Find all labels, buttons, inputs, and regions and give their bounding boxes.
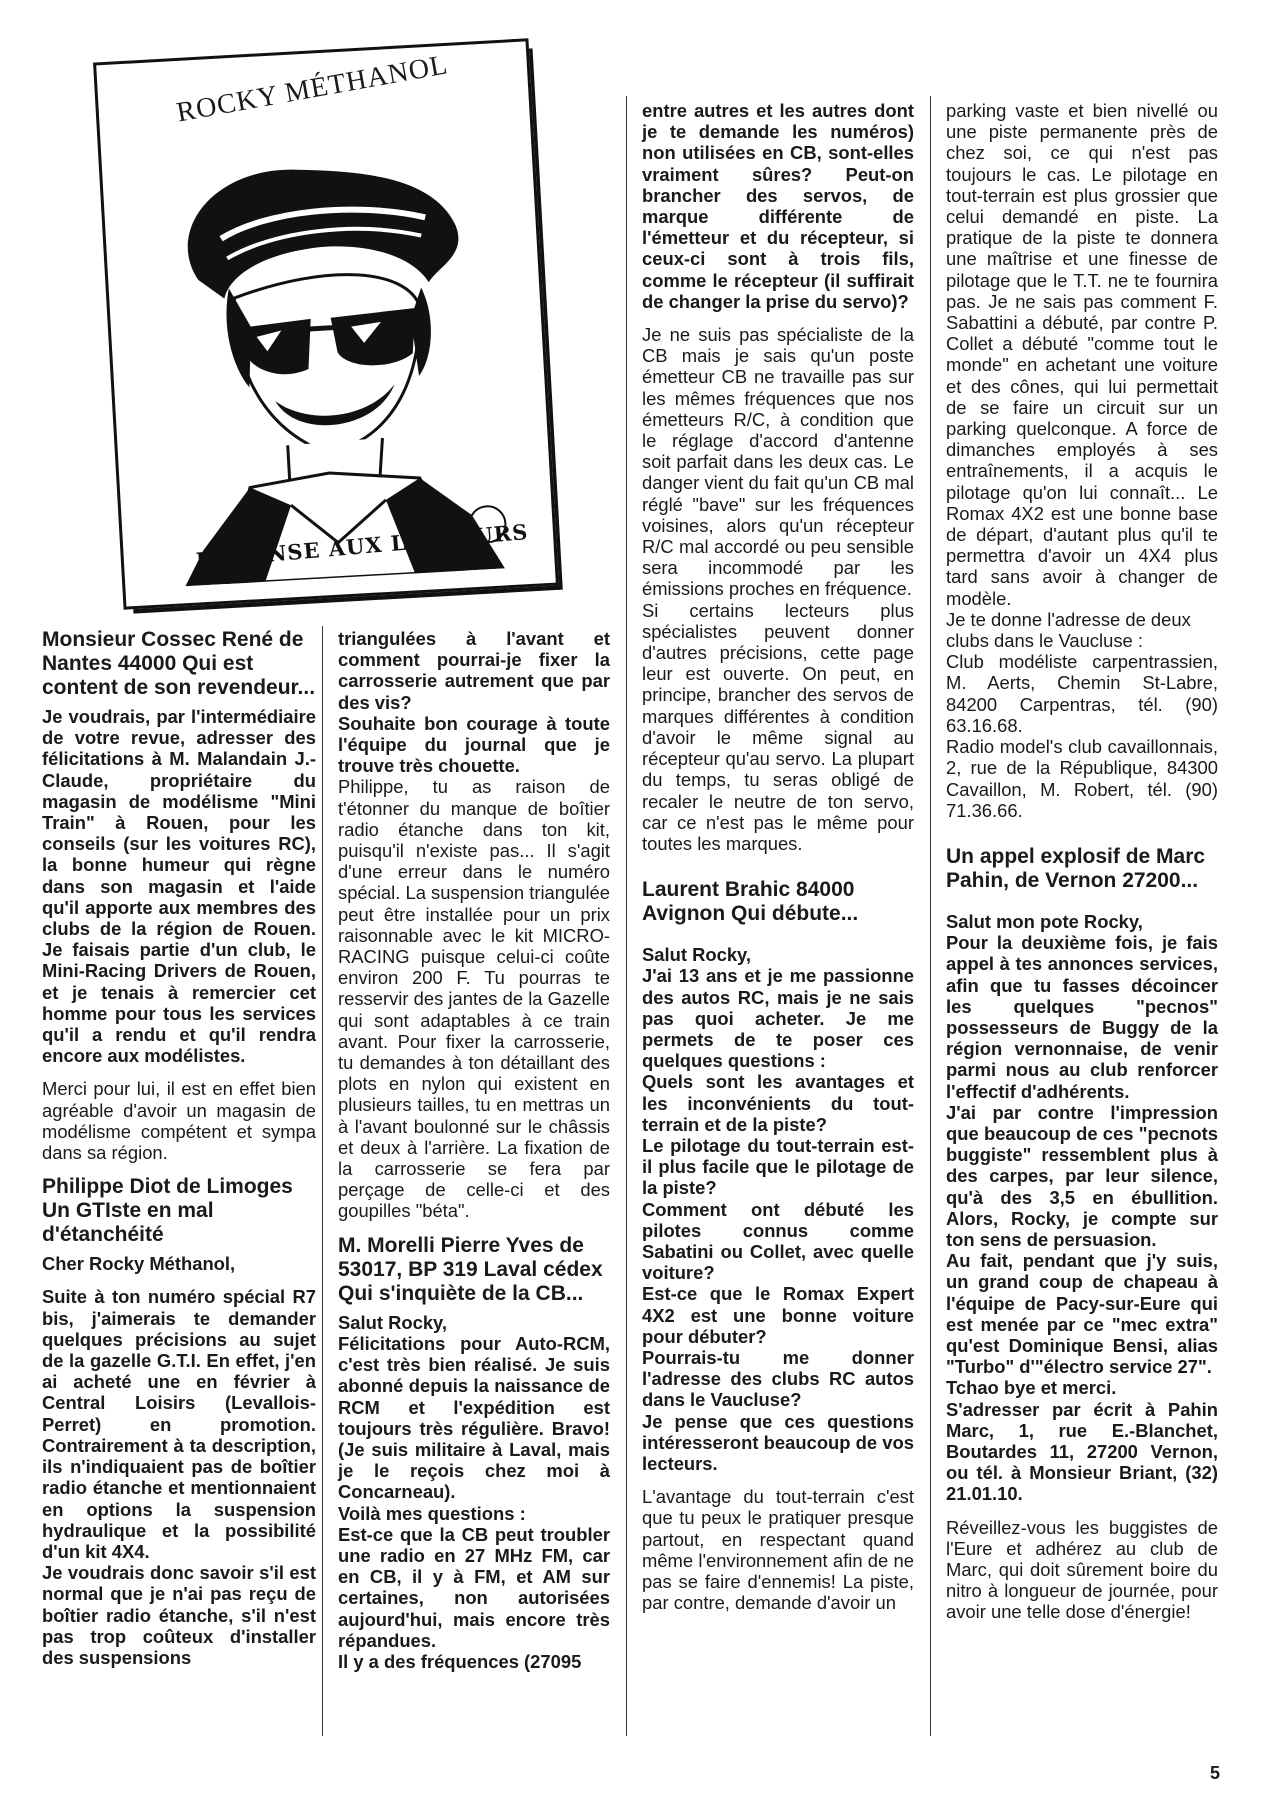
letter-text: Pour la deuxième fois, je fais appel à tes annonces services, afin que tu fasses décoincer les quelques "pecnos" possesseurs de Buggy de la région vernonnaise, de venir parmi nous au club renforcer l'effectif d'adhérents. (946, 932, 1218, 1102)
letter-text: Souhaite bon courage à toute l'équipe du journal que je trouve très chouette. (338, 712, 610, 777)
letter-text: S'adresser par écrit à Pahin Marc, 1, rue E.-Blanchet, Boutardes 11, 27200 Vernon, ou tél. à Monsieur Briant, (32) 21.01.10. (946, 1398, 1218, 1505)
club-address: Club modéliste carpentrassien, M. Aerts, Chemin St-Labre, 84200 Carpentras, tél. (90) 63.16.68. (946, 651, 1218, 736)
column-1 (42, 628, 316, 1668)
column-divider (626, 96, 627, 1736)
reply-text: Merci pour lui, il est en effet bien agréable d'avoir un magasin de modélisme compétent et sympa dans sa région. (42, 1078, 316, 1164)
illustration-title: ROCKY MÉTHANOL (174, 49, 451, 129)
letter-text: J'ai par contre l'impression que beaucoup de ces "pecnots buggiste" ressemblent plus à des carpes, par leur silence, qu'à des 3,5 en ébullition. Alors, Rocky, je compte sur ton sens de persuasion. (946, 1101, 1218, 1250)
column-divider (322, 626, 323, 1736)
letter-heading: Monsieur Cossec René de Nantes 44000 Qui est content de son revendeur... (42, 628, 316, 699)
letter-text: Je voudrais donc savoir s'il est normal que je n'ai pas reçu de boîtier radio étanche, s'il n'est pas trop coûteux d'installer des suspensions (42, 1562, 316, 1668)
letter-text: J'ai 13 ans et je me passionne des autos RC, mais je ne sais pas quoi acheter. Je me permets de te poser ces quelques questions : (642, 965, 914, 1072)
letter-text: Tchao bye et merci. (946, 1377, 1117, 1399)
letter-text: Le pilotage du tout-terrain est-il plus facile que le pilotage de la piste? (642, 1134, 914, 1199)
letter-heading: M. Morelli Pierre Yves de 53017, BP 319 Laval cédex Qui s'inquiète de la CB... (338, 1233, 603, 1305)
letter-text: Il y a des fréquences (27095 (338, 1650, 582, 1672)
reply-text: Si certains lecteurs plus spécialistes peuvent donner d'autres précisions, cette page leur est ouverte. On peut, en principe, brancher des servos de marques différentes à condition d'avoir le même signal au récepteur qu'au servo. La plupart du temps, tu seras obligé de recaler le neutre de ton servo, car ce n'est pas le même pour toutes les marques. (642, 599, 914, 854)
letter-greeting: Cher Rocky Méthanol, (42, 1253, 236, 1275)
letter-text: triangulées à l'avant et comment pourrai-je fixer la carrosserie autrement que par des vis? (338, 628, 610, 713)
letter-text: Je voudrais, par l'intermédiaire de votre revue, adresser des félicitations à M. Malandain J.-Claude, propriétaire du magasin de modélisme "Mini Train" à Rouen, pour les conseils (sur les voitures RC), la bonne humeur qui règne dans son magasin et l'aide qu'il apporte aux membres des clubs de la région de Rouen. Je faisais partie d'un club, le Mini-Racing Drivers de Rouen, et je tenais à remercier cet homme pour tous les services qu'il a rendu et qu'il rendra encore aux modélistes. (42, 706, 316, 1067)
column-divider (930, 96, 931, 1736)
letter-greeting: Salut Rocky, (642, 944, 752, 966)
reply-text: Philippe, tu as raison de t'étonner du manque de boîtier radio étanche dans ton kit, puisqu'il n'existe pas... Il s'agit d'une erreur dans le numéro spécial. La suspension triangulée peut être installée pour un prix raisonnable avec le kit MICRO-RACING puisque celui-ci coûte environ 200 F. Tu pourras te resservir des jantes de la Gazelle qui sont adaptables à ce train avant. Pour fixer la carrosserie, tu demandes à ton détaillant des plots en nylon qui existent en plusieurs tailles, tu en mettras un à l'avant boulonné sur le châssis et deux à l'arrière. La fixation de la carrosserie se fera par perçage de celle-ci et des goupilles "béta". (338, 776, 610, 1222)
letter-heading: Philippe Diot de Limoges Un GTIste en mal d'étanchéité (42, 1175, 293, 1247)
letter-text: entre autres et les autres dont je te demande les numéros) non utilisées en CB, sont-elles vraiment sûres? Peut-on brancher des servos, de marque différente de l'émetteur et du récepteur, si ceux-ci sont à trois fils, comme le récepteur (il suffirait de changer la prise du servo)? (642, 100, 914, 312)
club-address: Radio model's club cavaillonnais, 2, rue de la République, 84300 Cavaillon, M. Robert, tél. (90) 71.36.66. (946, 736, 1218, 821)
letter-text: Suite à ton numéro spécial R7 bis, j'aimerais te demander quelques précisions au sujet de la gazelle G.T.I. En effet, j'en ai acheté une en février à Central Loisirs (Levallois-Perret) en promotion. Contrairement à ta description, ils n'indiquaient pas de boîtier radio étanche et mentionnaient en options la suspension hydraulique et la possibilité d'un kit 4X4. (42, 1286, 316, 1562)
reply-text: L'avantage du tout-terrain c'est que tu peux le pratiquer presque partout, en respectant quand même l'environnement afin de ne pas se faire d'ennemis! La piste, par contre, demande d'avoir un (642, 1486, 914, 1614)
column-4 (946, 100, 1218, 1623)
column-3 (642, 100, 914, 1613)
letter-text: Félicitations pour Auto-RCM, c'est très bien réalisé. Je suis abonné depuis la naissance de RCM et l'expédition est toujours très régulière. Bravo! (Je suis militaire à Laval, mais je le reçois chez moi à Concarneau). (338, 1332, 610, 1503)
section-banner: RÉPONSE AUX LECTEURS (194, 518, 530, 573)
reply-text: parking vaste et bien nivellé ou une piste permanente près de chez soi, ce qui n'est pas toujours le cas. Le pilotage en tout-terrain est plus grossier que celui demandé en piste. La pratique de la piste te donnera une maîtrise et une finesse de pilotage que le T.T. ne te fournira pas. Je ne sais pas comment F. Sabattini a débuté, par contre P. Collet a débuté "comme tout le monde" en achetant une voiture et des cônes, qui lui permettait de se faire un circuit sur un parking quelconque. A force de dimanches employés à ses entraînements, il a acquis le pilotage qu'on lui connaît... Le Romax 4X2 est une bonne base de départ, d'autant plus qu'il te permettra d'avoir un 4X4 plus tard sans avoir à changer de modèle. (946, 100, 1218, 609)
column-2 (338, 628, 610, 1672)
letter-text: Comment ont débuté les pilotes connus comme Sabatini ou Collet, avec quelle voiture? (642, 1198, 914, 1284)
reply-text: Je ne suis pas spécialiste de la CB mais je sais qu'un poste émetteur CB ne travaille pas sur les mêmes fréquences que nos émetteurs R/C, à condition que le réglage d'accord d'antenne soit parfait dans les deux cas. Le danger vient du fait qu'un CB mal réglé "bave" sur les fréquences voisines, alors qu'un récepteur R/C mal accordé ou peu sensible sera incommodé par les émissions proches en fréquence. (642, 324, 914, 600)
letter-heading: Un appel explosif de Marc Pahin, de Vernon 27200... (946, 844, 1206, 892)
reply-text: Je te donne l'adresse de deux clubs dans le Vaucluse : (946, 608, 1191, 652)
page-number: 5 (1209, 1763, 1220, 1783)
letter-greeting: Salut mon pote Rocky, (946, 910, 1143, 932)
letter-text: Je pense que ces questions intéresseront beaucoup de vos lecteurs. (642, 1410, 914, 1474)
letter-text: Est-ce que le Romax Expert 4X2 est une bonne voiture pour débuter? (642, 1283, 914, 1347)
letter-text: Au fait, pendant que j'y suis, un grand coup de chapeau à l'équipe de Pacy-sur-Eure qui est menée par ce "mec extra" qu'est Dominique Bensi, alias "Turbo" d'"électro service 27". (946, 1250, 1218, 1378)
rocky-portrait-illustration (120, 112, 535, 588)
letter-heading: Laurent Brahic 84000 Avignon Qui débute... (642, 878, 859, 926)
letter-greeting: Salut Rocky, (338, 1311, 448, 1333)
letter-text: Voilà mes questions : (338, 1502, 526, 1524)
letter-text: Quels sont les avantages et les inconvénients du tout-terrain et de la piste? (642, 1071, 914, 1135)
letter-text: Est-ce que la CB peut troubler une radio en 27 MHz FM, car en CB, il y à FM, et AM sur certaines, non autorisées aujourd'hui, mais encore très répandues. (338, 1523, 610, 1651)
letter-text: Pourrais-tu me donner l'adresse des clubs RC autos dans le Vaucluse? (642, 1346, 914, 1411)
reply-text: Réveillez-vous les buggistes de l'Eure et adhérez au club de Marc, qui doit sûrement boire du nitro à longueur de journée, pour avoir une telle dose d'énergie! (946, 1516, 1218, 1623)
